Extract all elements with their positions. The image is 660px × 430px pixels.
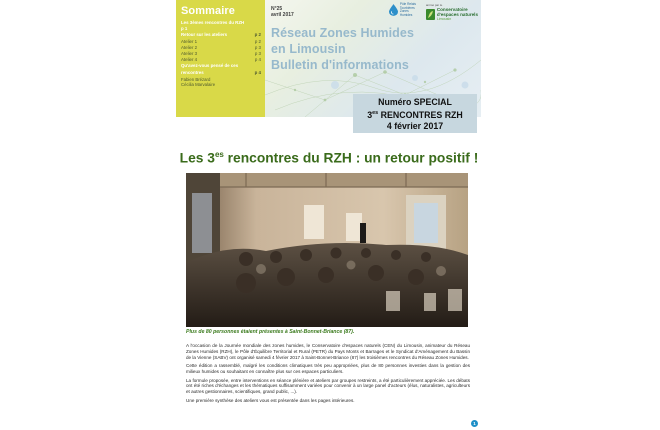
special-line2: $3^{es}$ RENCONTRES RZH (367, 109, 463, 120)
sommaire-item-label: Atelier 4 (181, 57, 198, 63)
body-paragraph: Une première synthèse des ateliers vous est présentée dans les pages intérieures. (186, 397, 355, 403)
water-drop-icon (389, 4, 398, 16)
sommaire-item-label: Atelier 1 (181, 38, 198, 44)
issue-date: avril 2017 (271, 12, 294, 18)
sommaire-item-label: Les 3èmes rencontres du RZH (181, 20, 245, 25)
page-number: 1 (471, 420, 478, 427)
issue-info (271, 6, 294, 18)
body-paragraph: Cette édition a rassemblé, malgré les conditions climatiques très peu appropriées, plus de 80 personnes investies dans la gestion des milieux humides ou souhaitant en connaître plus sur ces espaces particuliers. (186, 363, 470, 375)
special-issue-badge (353, 94, 477, 133)
pole-relais-text: Pôle Relais Tourbières Zones Humides (399, 2, 416, 17)
event-photo (186, 173, 468, 327)
sommaire-list (181, 20, 261, 76)
sommaire-item-label: p 1 (181, 26, 188, 32)
special-line1: Numéro SPECIAL (378, 97, 452, 107)
sommaire-item-label: Retour sur les ateliers (181, 32, 228, 38)
sommaire-item-page: p 2 (254, 38, 261, 44)
special-line3: 4 février 2017 (386, 120, 444, 131)
partner-logos (389, 3, 478, 21)
sommaire-authors (181, 77, 261, 88)
sommaire-item (181, 70, 261, 76)
sommaire-item-label: Qu'avez-vous pensé de ces (181, 63, 239, 69)
sommaire-item-page: p 3 (254, 44, 261, 50)
cen-name-line2: d'espaces naturels (436, 12, 478, 17)
cen-leaf-icon (426, 9, 435, 20)
body-paragraph: A l'occasion de la Journée mondiale des zones humides, le Conservatoire d'espaces naturels (CEN) du Limousin, animateur du Réseau Zones Humides (RZH), le Pôle d'Équilibre Territorial et Rural (PETR) du Pays Monts et Barrages et le Syndicat d'Aménagement du Bassin de la Vienne (SABV) ont organisé samedi 4 février 2017 à Saint-Bonnet-Briance (87) les troisièmes rencontres du Réseau Zones Humides. (186, 343, 470, 360)
issue-number: N°25 (271, 6, 283, 12)
sommaire-item-page: p 4 (254, 69, 261, 75)
cen-region: Limousin (436, 17, 452, 21)
cen-animated-by: animé par le (425, 3, 443, 7)
sommaire-item-label: rencontres (181, 69, 204, 75)
sommaire-item-page: p 4 (254, 57, 261, 63)
photo-caption: Plus de 80 personnes étaient présentes à Saint-Bonnet-Briance (87). (186, 329, 355, 335)
author-name: Fabien Brézard (181, 76, 211, 82)
masthead-title-line3: Bulletin d'informations (271, 58, 409, 72)
article-body (186, 343, 470, 406)
sommaire-panel (176, 0, 265, 117)
masthead-title-line1: Réseau Zones Humides (271, 26, 415, 40)
article-headline: Les $3^{es}$ rencontres du RZH : un retour positif ! (179, 150, 479, 166)
sommaire-item-label: Atelier 3 (181, 51, 198, 57)
cen-name-line1: Conservatoire (436, 7, 468, 12)
body-paragraph: La formule proposée, entre interventions en séance plénière et ateliers par groupes restreints, a été particulièrement appréciée. Les débats ont été riches d'échanges et les thématiques suffisamment variées pour convenir à un large panel d'acteurs (élus, naturalistes, agriculteurs et autres gestionnaires, scientifiques, grand public, ...). (186, 377, 470, 395)
author-name: Cécilia Marvalaire (181, 82, 216, 88)
sommaire-item-page: p 3 (254, 51, 261, 57)
sommaire-title: Sommaire (181, 5, 235, 17)
masthead-title-line2: en Limousin (271, 42, 346, 56)
sommaire-item-label: Atelier 2 (181, 44, 198, 50)
cen-logo (426, 3, 478, 21)
sommaire-item-page: p 2 (254, 32, 261, 38)
pole-relais-logo (389, 3, 422, 17)
